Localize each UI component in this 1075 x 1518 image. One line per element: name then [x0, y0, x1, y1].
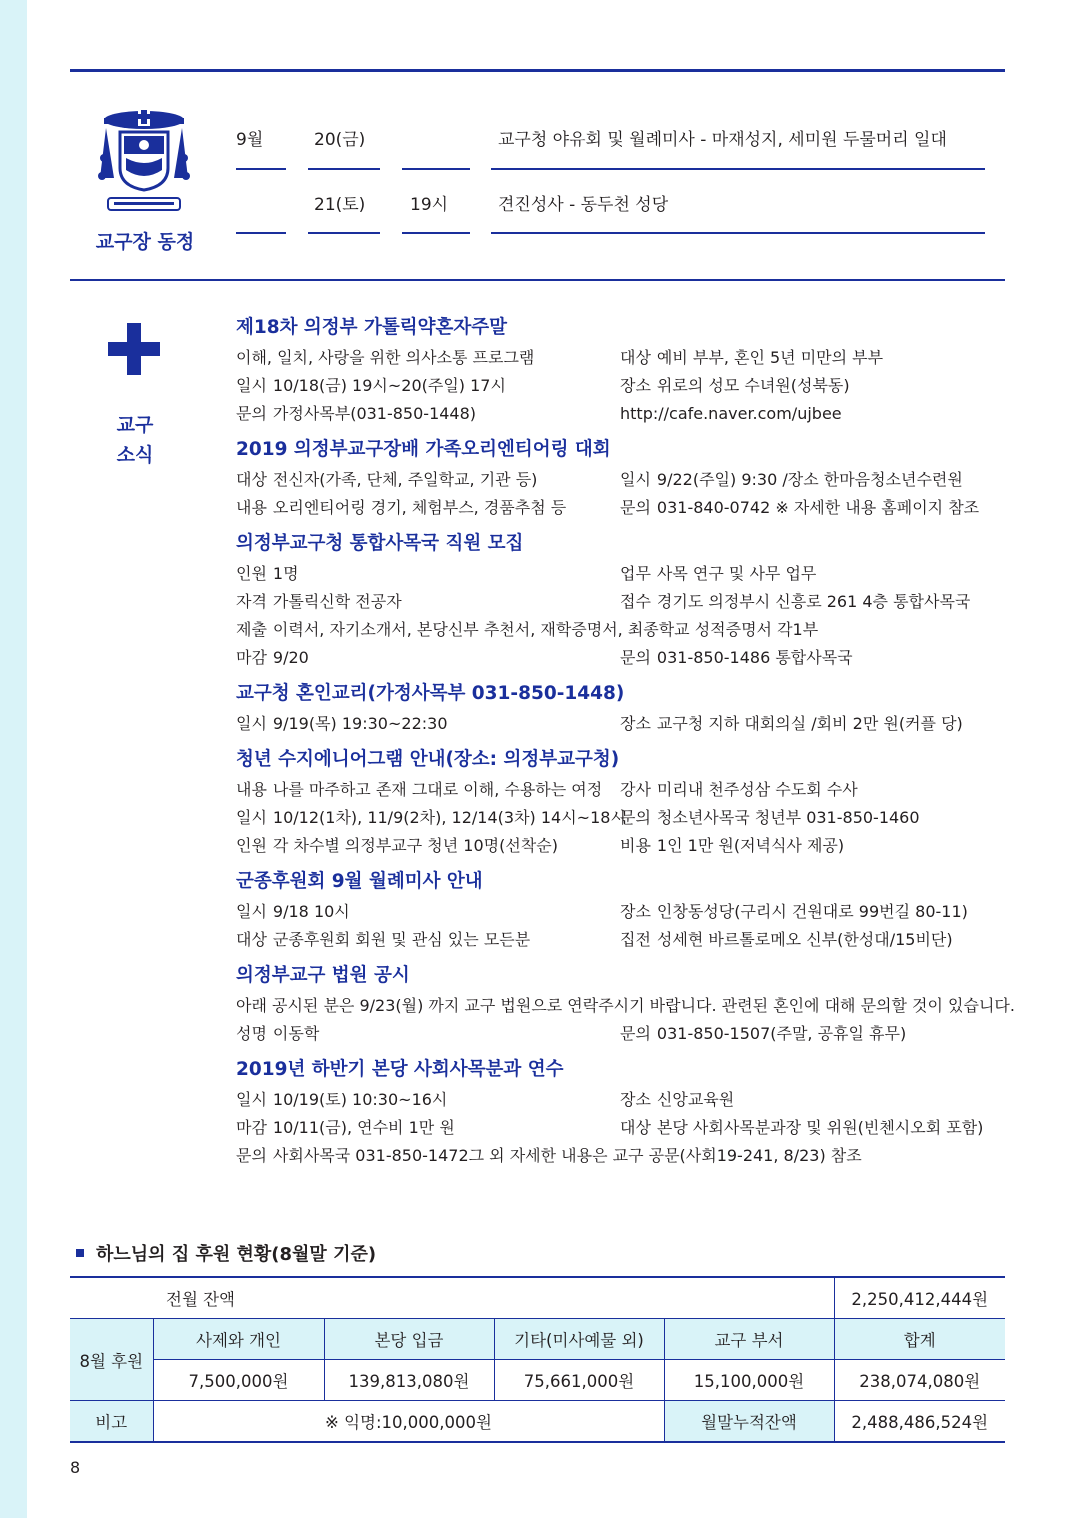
news-item-row — [236, 344, 1006, 372]
field-value: 031-840-0742 ※ 자세한 내용 홈페이지 참조 — [656, 498, 980, 517]
donation-table — [70, 1276, 1005, 1443]
news-item — [236, 1054, 1006, 1170]
field-label: 업무 — [620, 564, 651, 583]
schedule-divider — [491, 232, 985, 234]
schedule-event: 교구청 야유회 및 월례미사 - 마재성지, 세미원 두물머리 일대 — [498, 130, 947, 150]
field-label: 마감 — [236, 648, 267, 667]
field-label: 장소 — [620, 1090, 651, 1109]
field-value: 9/18 10시 — [272, 902, 350, 921]
field-value: 아래 공시된 분은 9/23(월) 까지 교구 법원으로 연락주시기 바랍니다. 관련된 혼인에 대해 문의할 것이 있습니다. — [236, 996, 1015, 1015]
field-value: 교구청 지하 대회의실 /회비 2만 원(커플 당) — [656, 714, 963, 733]
field-label: 장소 — [620, 714, 651, 733]
field-value: 이동학 — [272, 1024, 320, 1043]
news-section-title — [90, 410, 180, 470]
news-item-row — [236, 560, 1006, 588]
schedule-day: 20(금) — [314, 130, 366, 150]
row-left-cell — [236, 372, 506, 400]
table-row — [70, 1360, 1005, 1401]
cumulative-label: 월말누적잔액 — [664, 1401, 834, 1443]
row-left-cell — [236, 832, 558, 860]
side-color-strip — [0, 0, 27, 1518]
schedule-day: 21(토) — [314, 195, 366, 215]
field-value: 사목 연구 및 사무 업무 — [656, 564, 817, 583]
row-left-cell — [236, 1114, 455, 1142]
field-value: 위로의 성모 수녀원(성북동) — [656, 376, 850, 395]
field-value: 이력서, 자기소개서, 본당신부 추천서, 재학증명서, 최종학교 성적증명서 각1부 — [272, 620, 819, 639]
field-label: 강사 — [620, 780, 651, 799]
news-item-row — [236, 776, 1006, 804]
news-item — [236, 678, 1006, 738]
field-label: 성명 — [236, 1024, 267, 1043]
field-value: 청소년사목국 청년부 031-850-1460 — [656, 808, 920, 827]
row-right-cell — [620, 1086, 734, 1114]
row-right-cell — [620, 898, 968, 926]
field-value: 신앙교육원 — [656, 1090, 735, 1109]
row-right-cell — [620, 1020, 906, 1048]
field-value: 오리엔티어링 경기, 체험부스, 경품추첨 등 — [272, 498, 567, 517]
table-header: 본당 입금 — [324, 1319, 494, 1360]
field-label: 집전 — [620, 930, 651, 949]
table-cell: 238,074,080원 — [834, 1360, 1005, 1401]
field-label: 일시 — [236, 714, 267, 733]
news-item — [236, 528, 1006, 672]
field-value: 1명 — [272, 564, 299, 583]
field-value: 가정사목부(031-850-1448) — [272, 404, 477, 423]
field-label: 장소 — [620, 376, 651, 395]
row-left-cell — [236, 644, 309, 672]
news-item-row — [236, 494, 1006, 522]
prev-balance-value: 2,250,412,444원 — [834, 1277, 1005, 1319]
field-value: 군종후원회 회원 및 관심 있는 모든분 — [272, 930, 531, 949]
field-value: 10/11(금), 연수비 1만 원 — [272, 1118, 455, 1137]
row-right-cell — [620, 644, 853, 672]
news-item-row — [236, 804, 1006, 832]
table-cell: 15,100,000원 — [664, 1360, 834, 1401]
field-label: 마감 — [236, 1118, 267, 1137]
news-item-row — [236, 898, 1006, 926]
news-item-title: 청년 수지에니어그램 안내(장소: 의정부교구청) — [236, 749, 620, 770]
field-label: 제출 — [236, 620, 267, 639]
news-item-title: 의정부교구청 통합사목국 직원 모집 — [236, 533, 524, 554]
field-value: 전신자(가족, 단체, 주일학교, 기관 등) — [272, 470, 538, 489]
top-rule — [70, 69, 1005, 72]
note-value: ※ 익명:10,000,000원 — [153, 1401, 664, 1443]
news-item-title: 군종후원회 9월 월례미사 안내 — [236, 871, 483, 892]
section-rule — [70, 279, 1005, 281]
row-left-cell — [236, 400, 476, 428]
news-title-line2: 소식 — [116, 444, 154, 466]
field-label: 문의 — [620, 1024, 651, 1043]
row-left-cell — [236, 588, 402, 616]
news-item-row — [236, 1114, 1006, 1142]
row-right-cell — [620, 588, 970, 616]
cross-plus-icon — [108, 323, 160, 375]
news-item-title: 제18차 의정부 가톨릭약혼자주말 — [236, 317, 507, 338]
field-value: 인창동성당(구리시 건원대로 99번길 80-11) — [656, 902, 968, 921]
field-label: 접수 — [620, 592, 651, 611]
news-item-row — [236, 992, 1015, 1020]
row-left-cell — [236, 710, 448, 738]
news-item-row — [236, 1020, 1006, 1048]
table-header: 사제와 개인 — [153, 1319, 324, 1360]
table-header: 기타(미사예물 외) — [494, 1319, 664, 1360]
field-value: 가톨릭신학 전공자 — [272, 592, 402, 611]
table-row — [70, 1277, 1005, 1319]
schedule-divider — [308, 232, 380, 234]
field-value: 031-850-1486 통합사목국 — [656, 648, 853, 667]
field-value: 10/18(금) 19시~20(주일) 17시 — [272, 376, 506, 395]
news-item — [236, 960, 1015, 1048]
field-value: 9/22(주일) 9:30 /장소 한마음청소년수련원 — [656, 470, 963, 489]
schedule-divider — [402, 232, 470, 234]
field-value: 이해, 일치, 사랑을 위한 의사소통 프로그램 — [236, 348, 535, 367]
field-label: 일시 — [620, 470, 651, 489]
row-left-cell — [236, 344, 534, 372]
table-cell: 139,813,080원 — [324, 1360, 494, 1401]
bishop-section-title: 교구장 동정 — [95, 231, 195, 253]
field-label: 대상 — [236, 470, 267, 489]
news-item-row — [236, 466, 1006, 494]
field-label: 일시 — [236, 808, 267, 827]
field-label: 문의 — [236, 1146, 267, 1165]
schedule-divider — [491, 168, 985, 170]
news-list — [236, 312, 1015, 1176]
field-value: 경기도 의정부시 신흥로 261 4층 통합사목국 — [656, 592, 971, 611]
row-right-cell — [620, 776, 858, 804]
field-value: 미리내 천주성삼 수도회 수사 — [656, 780, 858, 799]
news-item — [236, 866, 1006, 954]
field-value: 10/19(토) 10:30~16시 — [272, 1090, 448, 1109]
field-label: 내용 — [236, 780, 267, 799]
schedule-divider — [236, 168, 286, 170]
row-right-cell — [620, 926, 953, 954]
field-value: 1인 1만 원(저녁식사 제공) — [656, 836, 845, 855]
row-right-cell — [620, 832, 844, 860]
donation-heading-text: 하느님의 집 후원 현황(8월말 기준) — [96, 1244, 377, 1265]
news-item-row — [236, 926, 1006, 954]
table-row — [70, 1401, 1005, 1443]
news-item-title: 2019년 하반기 본당 사회사목분과 연수 — [236, 1059, 564, 1080]
field-label: 문의 — [236, 404, 267, 423]
row-left-cell — [236, 776, 602, 804]
row-right-cell — [620, 372, 850, 400]
row-left-cell — [236, 1020, 319, 1048]
field-label: 대상 — [236, 930, 267, 949]
table-cell: 75,661,000원 — [494, 1360, 664, 1401]
news-title-line1: 교구 — [116, 414, 154, 436]
news-item-row — [236, 372, 1006, 400]
table-header: 합계 — [834, 1319, 1005, 1360]
row-right-cell — [620, 1114, 983, 1142]
cumulative-value: 2,488,486,524원 — [834, 1401, 1005, 1443]
row-left-cell — [236, 992, 1015, 1020]
news-item-title: 2019 의정부교구장배 가족오리엔티어링 대회 — [236, 439, 611, 460]
field-value: 예비 부부, 혼인 5년 미만의 부부 — [656, 348, 884, 367]
schedule-event: 견진성사 - 동두천 성당 — [498, 195, 669, 215]
news-item-row — [236, 1086, 1006, 1114]
field-value: 각 차수별 의정부교구 청년 10명(선착순) — [272, 836, 558, 855]
row-right-cell — [620, 804, 920, 832]
row-left-cell — [236, 560, 299, 588]
row-left-cell — [236, 926, 530, 954]
row-left-cell — [236, 466, 537, 494]
news-item-row — [236, 588, 1006, 616]
news-item-row — [236, 616, 1006, 644]
table-cell: 7,500,000원 — [153, 1360, 324, 1401]
bullet-square-icon — [76, 1249, 84, 1257]
field-label: 문의 — [620, 498, 651, 517]
bishop-coat-of-arms-icon — [96, 98, 192, 216]
row-right-cell — [620, 344, 883, 372]
page-number: 8 — [70, 1458, 81, 1477]
month-donation-label: 8월 후원 — [70, 1319, 153, 1401]
row-left-cell — [236, 494, 566, 522]
field-label: 일시 — [236, 376, 267, 395]
field-value: 9/19(목) 19:30~22:30 — [272, 714, 448, 733]
row-left-cell — [236, 1142, 862, 1170]
row-left-cell — [236, 804, 626, 832]
news-item — [236, 434, 1006, 522]
field-label: 일시 — [236, 902, 267, 921]
field-label: 장소 — [620, 902, 651, 921]
news-item-row — [236, 400, 1006, 428]
schedule-divider — [308, 168, 380, 170]
field-label: 내용 — [236, 498, 267, 517]
field-value: http://cafe.naver.com/ujbee — [620, 404, 842, 423]
field-label: 비용 — [620, 836, 651, 855]
row-right-cell — [620, 466, 963, 494]
field-label: 문의 — [620, 808, 651, 827]
field-label: 일시 — [236, 1090, 267, 1109]
row-right-cell — [620, 400, 842, 428]
row-right-cell — [620, 494, 979, 522]
news-item-row — [236, 832, 1006, 860]
prev-balance-label: 전월 잔액 — [70, 1277, 834, 1319]
field-value: 성세현 바르톨로메오 신부(한성대/15비단) — [656, 930, 953, 949]
field-value: 본당 사회사목분과장 및 위원(빈첸시오회 포함) — [656, 1118, 984, 1137]
schedule-divider — [402, 168, 470, 170]
field-label: 인원 — [236, 836, 267, 855]
row-left-cell — [236, 898, 350, 926]
field-value: 사회사목국 031-850-1472그 외 자세한 내용은 교구 공문(사회19-241, 8/23) 참조 — [272, 1146, 862, 1165]
field-value: 10/12(1차), 11/9(2차), 12/14(3차) 14시~18시 — [272, 808, 626, 827]
news-item — [236, 744, 1006, 860]
field-label: 문의 — [620, 648, 651, 667]
field-label: 인원 — [236, 564, 267, 583]
field-label: 대상 — [620, 1118, 651, 1137]
news-item-row — [236, 710, 1006, 738]
field-label: 자격 — [236, 592, 267, 611]
table-header: 교구 부서 — [664, 1319, 834, 1360]
field-label: 대상 — [620, 348, 651, 367]
table-row — [70, 1319, 1005, 1360]
field-value: 나를 마주하고 존재 그대로 이해, 수용하는 여정 — [272, 780, 603, 799]
field-value: 9/20 — [272, 648, 309, 667]
news-item-title: 교구청 혼인교리(가정사목부 031-850-1448) — [236, 683, 625, 704]
donation-heading — [76, 1240, 376, 1266]
field-value: 031-850-1507(주말, 공휴일 휴무) — [656, 1024, 907, 1043]
news-item — [236, 312, 1006, 428]
news-item-title: 의정부교구 법원 공시 — [236, 965, 410, 986]
row-right-cell — [620, 560, 816, 588]
row-right-cell — [620, 710, 963, 738]
schedule-month: 9월 — [236, 130, 264, 150]
note-label: 비고 — [70, 1401, 153, 1443]
row-left-cell — [236, 1086, 447, 1114]
row-left-cell — [236, 616, 818, 644]
schedule-divider — [236, 232, 286, 234]
schedule-time: 19시 — [410, 195, 449, 215]
news-item-row — [236, 1142, 1006, 1170]
news-item-row — [236, 644, 1006, 672]
